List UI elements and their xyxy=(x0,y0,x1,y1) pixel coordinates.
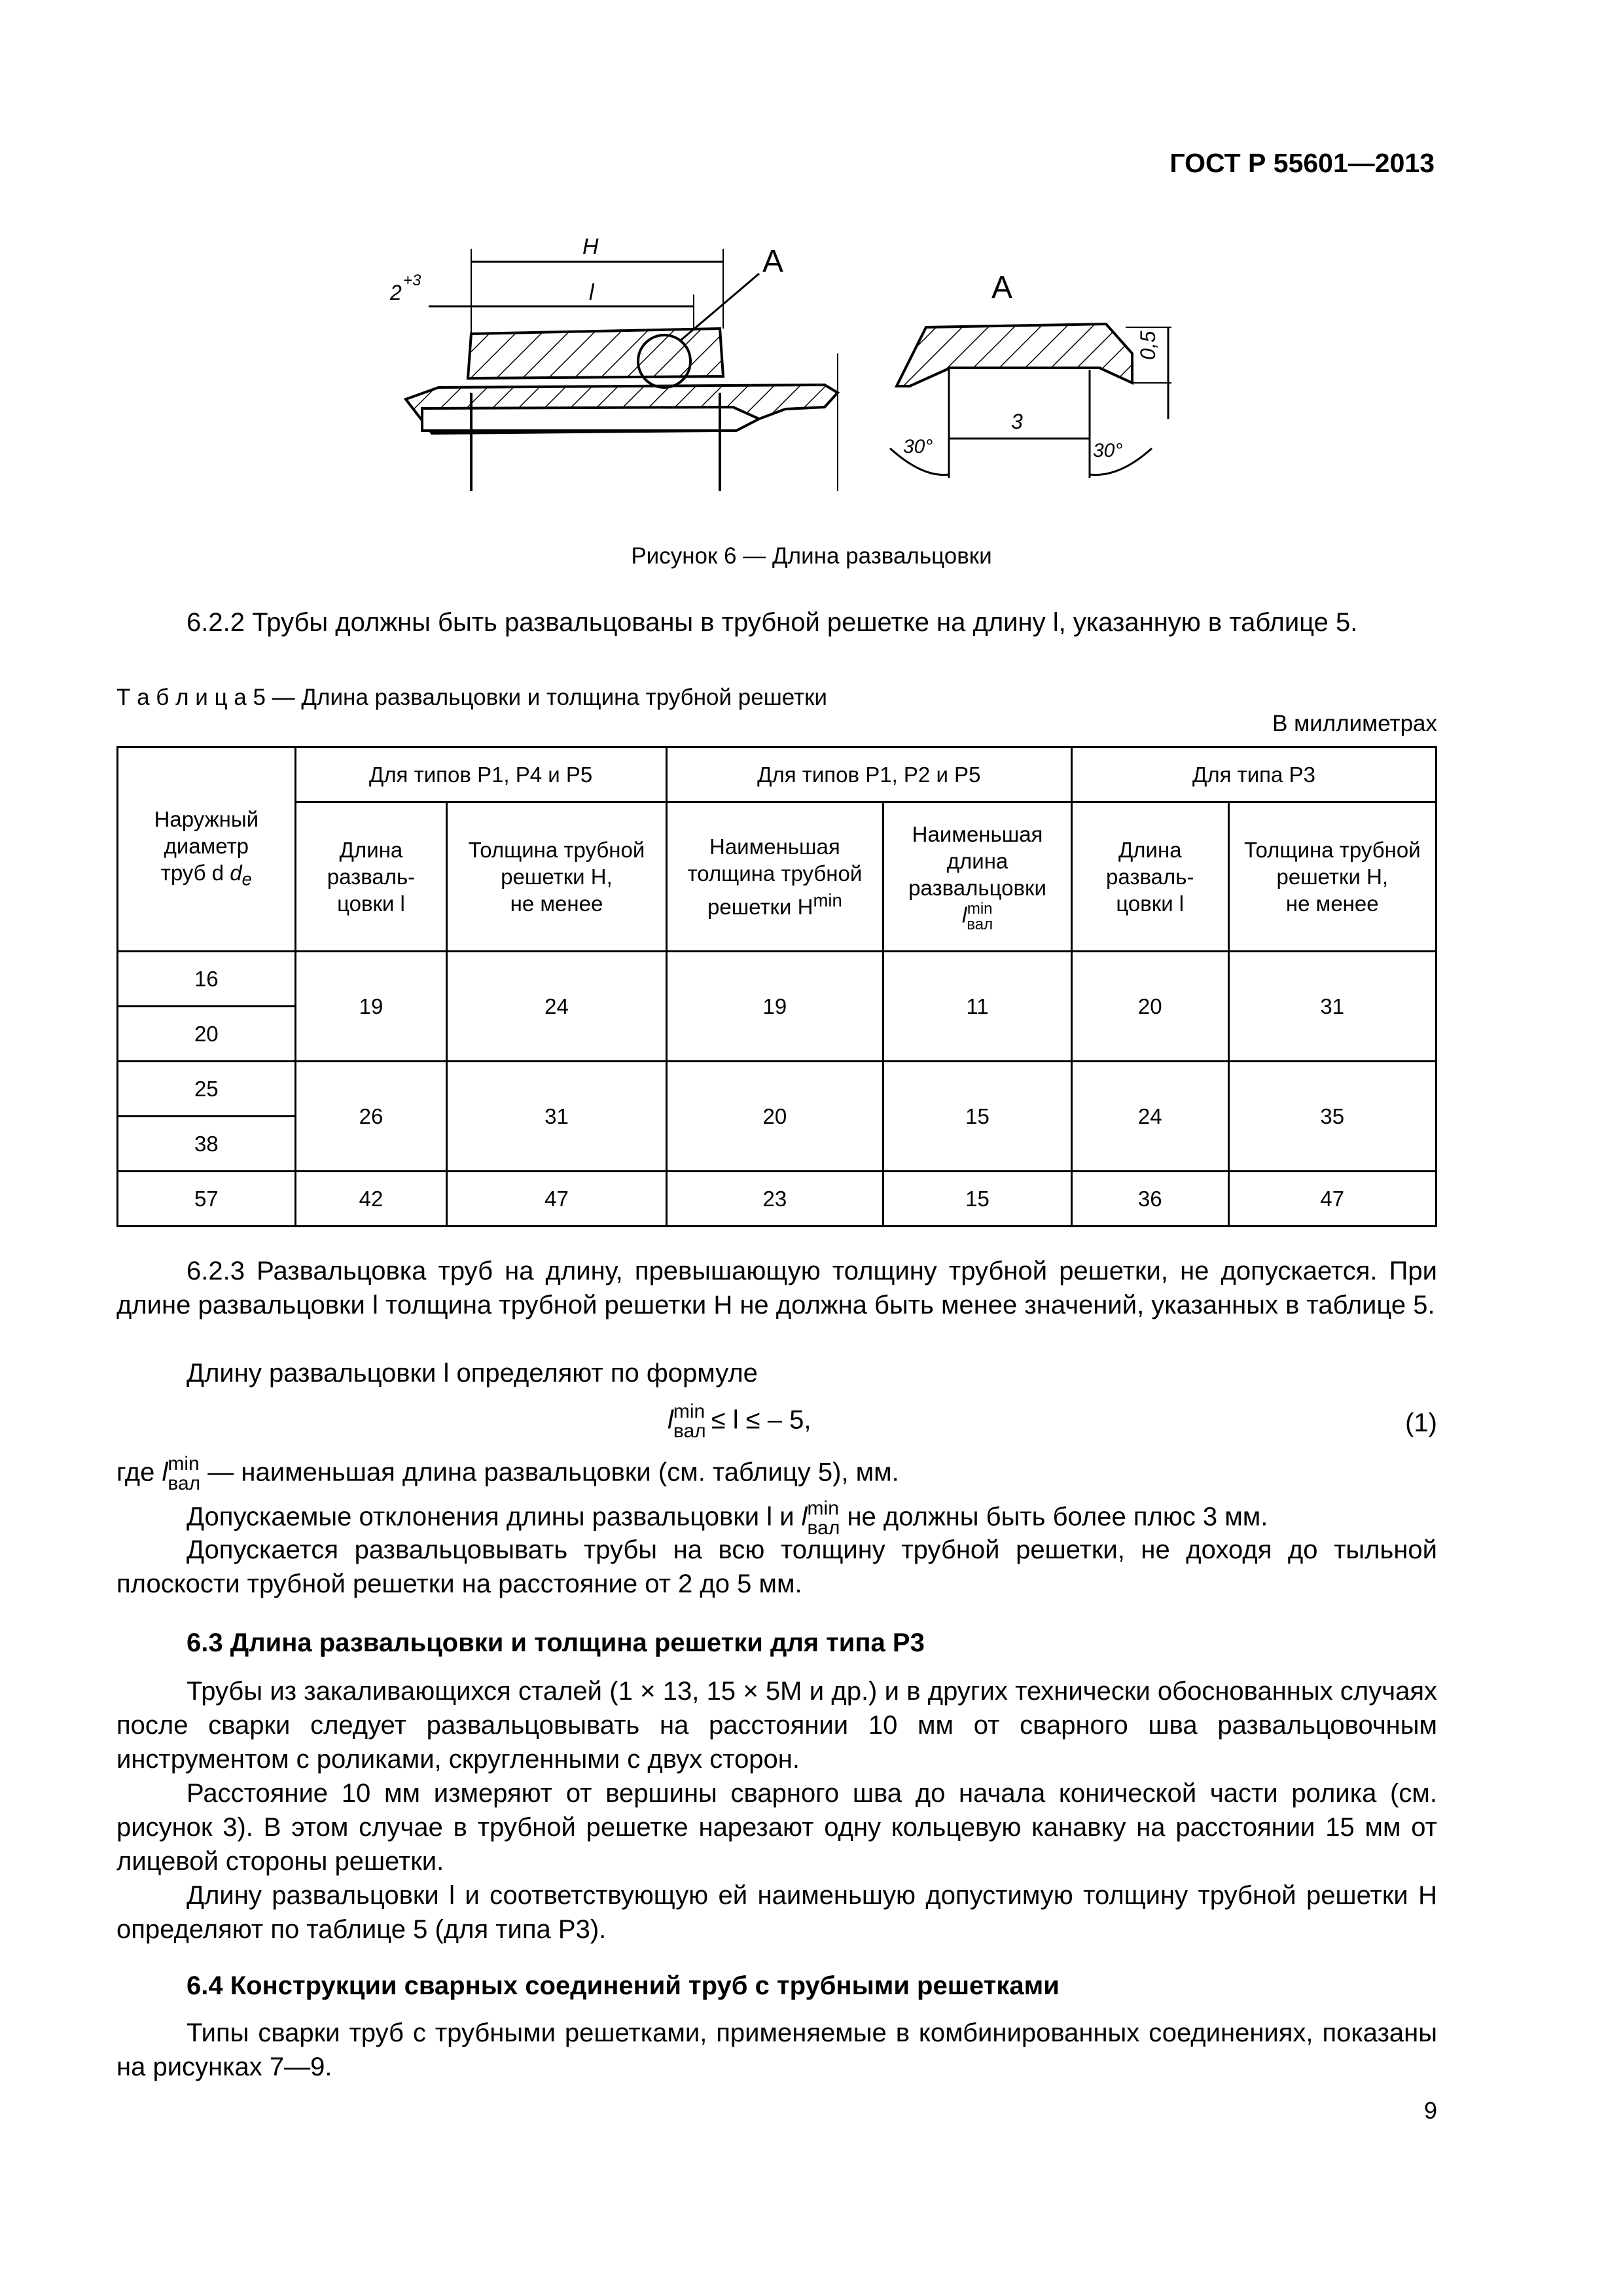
group-header-3: Для типа Р3 xyxy=(1071,747,1436,802)
page-number: 9 xyxy=(1423,2097,1437,2124)
paragraph-6-3-b: Расстояние 10 мм измеряют от вершины сварного шва до начала конической части ролика (см. рисунок 3). В этом случае в трубной решетке нарезают одну кольцевую канавку на расстоянии 15 мм от лицевой стороны решетки. xyxy=(116,1779,1437,1876)
dim-3-label: 3 xyxy=(1011,410,1023,433)
dim-l-label: l xyxy=(589,280,594,305)
tolerance-base: 2 xyxy=(390,281,402,304)
paragraph-6-2-3: 6.2.3 Развальцовка труб на длину, превышающую толщину трубной решетки, не допускается. При длине развальцовки l толщина трубной решетки H не должна быть менее значений, указанных в таблице 5. xyxy=(116,1257,1437,1319)
table-5 xyxy=(116,746,1437,1227)
where-line: где lmin вал — наименьшая длина развальцовки (см. таблицу 5), мм. xyxy=(116,1453,899,1494)
group-header-1: Для типов Р1, Р4 и Р5 xyxy=(295,747,666,802)
formula-1: lmin вал ≤ l ≤ – 5, xyxy=(668,1401,812,1442)
dim-05-label: 0,5 xyxy=(1136,331,1160,360)
header-thickness-3: Толщина трубной решетки H, не менее xyxy=(1228,802,1436,952)
figure-6-drawing xyxy=(366,223,1204,511)
table-row: 16 19 24 19 11 20 31 xyxy=(118,952,1436,1007)
header-min-thickness: Наименьшая толщина трубной решетки $H^{min}$ xyxy=(666,802,883,952)
paragraph-6-4: Типы сварки труб с трубными решетками, применяемые в комбинированных соединениях, показаны на рисунках 7—9. xyxy=(116,2018,1437,2081)
main-view xyxy=(406,249,838,491)
group-header-2: Для типов Р1, Р2 и Р5 xyxy=(666,747,1071,802)
document-header: ГОСТ Р 55601—2013 xyxy=(1169,148,1435,178)
header-length-3: Длина разваль- цовки l xyxy=(1071,802,1228,952)
dim-H-label: H xyxy=(582,234,599,259)
table-row: 57 42 47 23 15 36 47 xyxy=(118,1172,1436,1227)
paragraph-6-3-c: Длину развальцовки l и соответствующую ей наименьшую допустимую толщину трубной решетки H определяют по таблице 5 (для типа Р3). xyxy=(116,1881,1437,1944)
header-diameter: Наружный диаметр труб d $d_e$ xyxy=(118,747,296,952)
formula-number: (1) xyxy=(1405,1408,1437,1437)
tolerance-sup: +3 xyxy=(403,272,421,289)
header-length-1: Длина разваль- цовки l xyxy=(295,802,447,952)
figure-caption: Рисунок 6 — Длина развальцовки xyxy=(631,543,992,569)
table-row: 38 xyxy=(118,1117,1436,1172)
paragraph-6-3-a: Трубы из закаливающихся сталей (1 × 13, 15 × 5М и др.) и в других технически обоснованных случаях после сварки следует развальцовывать на расстоянии 10 мм от сварного шва развальцовочным инструментом с роликами, скругленными с двух сторон. xyxy=(116,1677,1437,1774)
table-title: Т а б л и ц а 5 — Длина развальцовки и толщина трубной решетки xyxy=(116,685,827,710)
angle-right-label: 30° xyxy=(1093,440,1123,461)
detail-A-title: A xyxy=(991,270,1013,305)
formula-intro: Длину развальцовки l определяют по формуле xyxy=(187,1359,758,1388)
table-row: 25 26 31 20 15 24 35 xyxy=(118,1062,1436,1117)
heading-6-4: 6.4 Конструкции сварных соединений труб с трубными решетками xyxy=(187,1971,1060,2000)
tolerance-line: Допускаемые отклонения длины развальцовки l и lmin вал не должны быть более плюс 3 мм. xyxy=(187,1498,1268,1539)
paragraph-6-2-2: 6.2.2 Трубы должны быть развальцованы в трубной решетке на длину l, указанную в таблице 5. xyxy=(187,608,1358,637)
header-thickness-1: Толщина трубной решетки H, не менее xyxy=(447,802,666,952)
heading-6-3: 6.3 Длина развальцовки и толщина решетки для типа Р3 xyxy=(187,1628,925,1657)
header-min-length: Наименьшая длина развальцовки lmin вал xyxy=(883,802,1072,952)
angle-left-label: 30° xyxy=(903,436,933,457)
paragraph-allow: Допускается развальцовывать трубы на всю толщину трубной решетки, не доходя до тыльной плоскости трубной решетки на расстояние от 2 до 5 мм. xyxy=(116,1535,1437,1598)
section-A-marker: A xyxy=(762,244,784,279)
table-row: 20 xyxy=(118,1007,1436,1062)
table-units: В миллиметрах xyxy=(1272,711,1437,736)
